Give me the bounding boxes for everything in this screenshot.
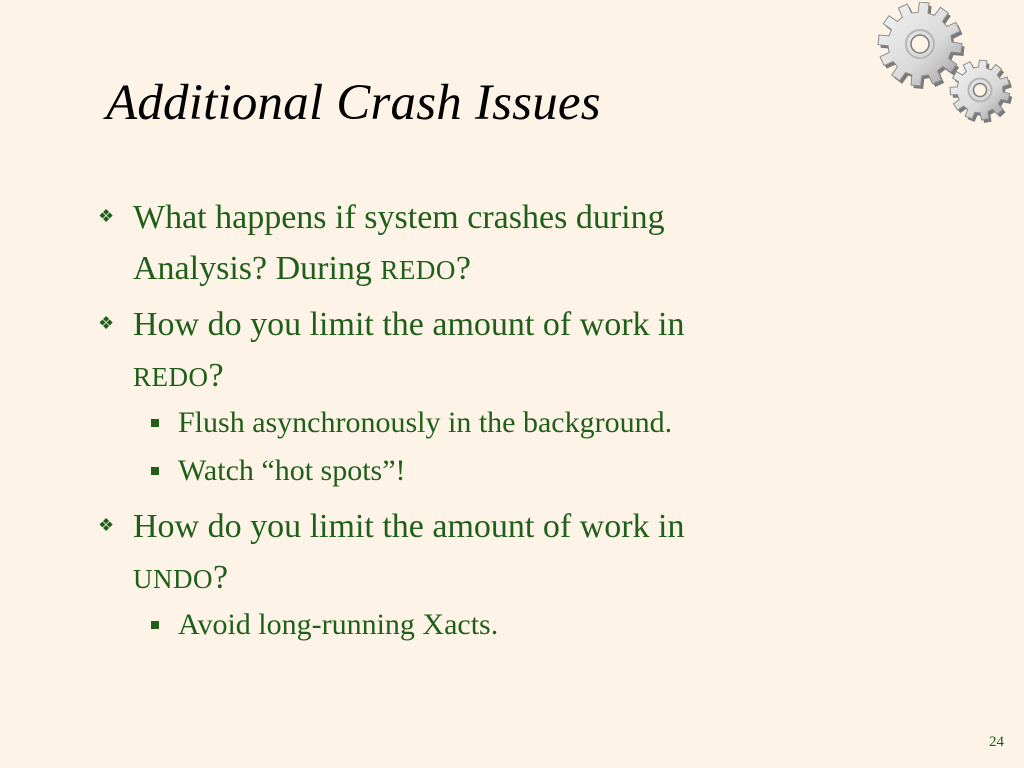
bullet-1-line-1: What happens if system crashes during bbox=[133, 199, 665, 236]
diamond-bullet-icon: ❖ bbox=[98, 313, 115, 333]
undo-keyword: UNDO bbox=[133, 564, 213, 594]
bullet-item-2 bbox=[133, 299, 873, 403]
bullet-2-line-2: REDO? bbox=[133, 357, 224, 394]
square-bullet-icon bbox=[151, 621, 159, 629]
gears-icon bbox=[862, 2, 1024, 126]
diamond-bullet-icon: ❖ bbox=[98, 515, 115, 535]
sub-bullet-item: Avoid long-running Xacts. bbox=[178, 608, 499, 641]
redo-keyword: REDO bbox=[380, 255, 456, 285]
slide-title: Additional Crash Issues bbox=[106, 75, 601, 131]
bullet-2-line-1: How do you limit the amount of work in bbox=[133, 306, 685, 343]
gear-small-icon bbox=[950, 60, 1012, 123]
square-bullet-icon bbox=[151, 467, 159, 475]
gear-large-icon bbox=[878, 2, 965, 89]
page-number: 24 bbox=[989, 734, 1004, 750]
bullet-1-line-2: Analysis? During REDO? bbox=[133, 250, 472, 287]
redo-keyword: REDO bbox=[133, 362, 209, 392]
sub-bullet-item: Flush asynchronously in the background. bbox=[178, 406, 673, 439]
bullet-item-3 bbox=[133, 501, 873, 605]
square-bullet-icon bbox=[151, 419, 159, 427]
bullet-item-1 bbox=[133, 192, 873, 296]
diamond-bullet-icon: ❖ bbox=[98, 206, 115, 226]
bullet-3-line-2: UNDO? bbox=[133, 559, 229, 596]
sub-bullet-item: Watch “hot spots”! bbox=[178, 454, 406, 487]
bullet-3-line-1: How do you limit the amount of work in bbox=[133, 508, 685, 545]
